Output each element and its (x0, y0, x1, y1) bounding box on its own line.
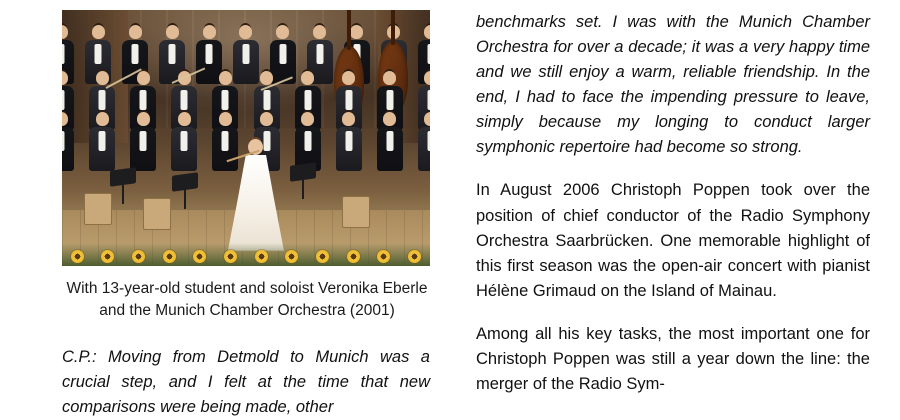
right-column-paragraph-3: Among all his key tasks, the most important one for Christoph Poppen was still a year down the line: the merger of the Radio Sym- (476, 324, 870, 394)
musician-figure (88, 112, 116, 171)
sunflower-icon (132, 250, 145, 263)
sunflower-icon (408, 250, 421, 263)
musician-figure (129, 112, 157, 171)
sunflower-icon (377, 250, 390, 263)
sunflower-icon (71, 250, 84, 263)
right-column-paragraph-1: benchmarks set. I was with the Munich Chamber Orchestra for over a decade; it was a very happy time and we still enjoy a warm, reliable friendship. In the end, I had to face the impending pressure to leave, simply because my longing to conduct larger symphonic repertoire had become so strong. (476, 13, 870, 157)
musician-figure (170, 112, 198, 171)
musician-figure (62, 112, 75, 171)
sunflower-icon (163, 250, 176, 263)
right-column-paragraph-2: In August 2006 Christoph Poppen took over the position of chief conductor of the Radio Symphony Orchestra Saarbrücken. One memorable highlight of this first season was the open-air concert with pianist Hélène Grimaud on the Island of Mainau. (476, 181, 870, 300)
musician-figure (335, 112, 363, 171)
orchestra-photo (62, 10, 430, 266)
chair (84, 193, 112, 225)
music-stand (172, 172, 198, 192)
music-stand (110, 167, 136, 187)
left-column (0, 0, 430, 420)
figure-caption: With 13-year-old student and soloist Veronika Eberle and the Munich Chamber Orchestra (2001) (66, 280, 428, 320)
music-stand (290, 162, 316, 182)
sunflower-icon (224, 250, 237, 263)
sunflower-icon (316, 250, 329, 263)
musician-figure (376, 112, 404, 171)
right-column (430, 0, 900, 415)
sunflower-icon (101, 250, 114, 263)
sunflower-icon (255, 250, 268, 263)
left-column-paragraph: C.P.: Moving from Detmold to Munich was a crucial step, and I felt at the time that new comparisons were being made, other (62, 347, 430, 417)
sunflower-icon (285, 250, 298, 263)
photo-scene (62, 10, 430, 266)
sunflower-icon (193, 250, 206, 263)
sunflower-row (62, 225, 430, 266)
musician-figure (417, 112, 430, 171)
chair (342, 196, 370, 228)
sunflower-icon (347, 250, 360, 263)
